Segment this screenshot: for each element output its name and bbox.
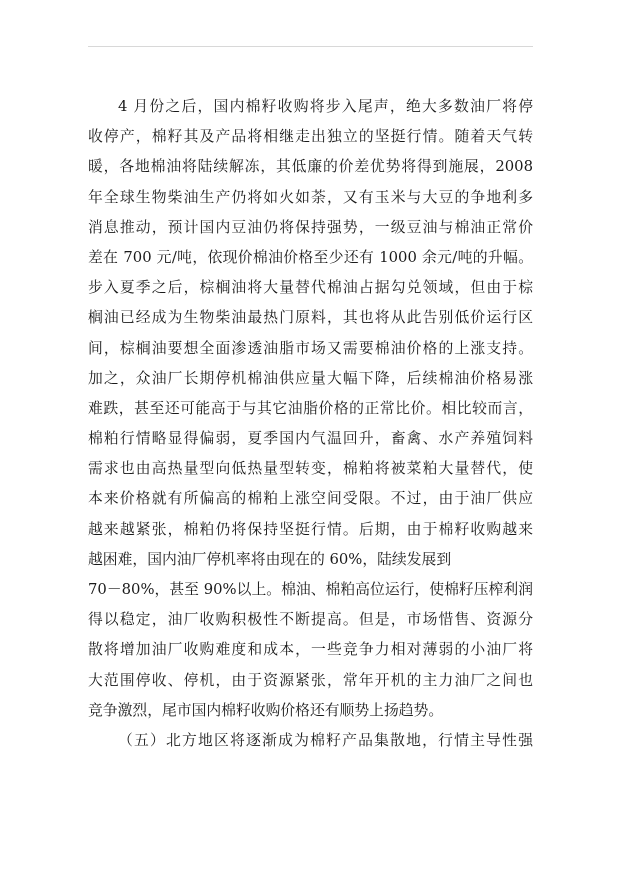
- text-line: 消息推动，预计国内豆油仍将保持强势，一级豆油与棉油正常价: [88, 218, 533, 236]
- text-line: 棉粕行情略显得偏弱，夏季国内气温回升，畜禽、水产养殖饲料: [88, 430, 533, 448]
- text-line: 越困难，国内油厂停机率将由现在的 60%，陆续发展到: [88, 550, 452, 568]
- text-line: 收停产，棉籽其及产品将相继走出独立的坚挺行情。随着天气转: [88, 128, 533, 146]
- text-line: 越来越紧张，棉粕仍将保持坚挺行情。后期，由于棉籽收购越来: [88, 520, 533, 538]
- text-line: 步入夏季之后，棕榈油将大量替代棉油占据勾兑领域，但由于棕: [88, 279, 533, 297]
- text-line: 得以稳定，油厂收购积极性不断提高。但是，市场惜售、资源分: [88, 611, 533, 629]
- text-line: 难跌，甚至还可能高于与其它油脂价格的正常比价。相比较而言，: [88, 399, 533, 417]
- text-line: 需求也由高热量型向低热量型转变，棉粕将被菜粕大量替代，使: [88, 460, 533, 478]
- text-line: 间，棕榈油要想全面渗透油脂市场又需要棉油价格的上涨支持。: [88, 339, 533, 357]
- document-body: [88, 92, 533, 756]
- section-heading: （五）北方地区将逐渐成为棉籽产品集散地，行情主导性强: [118, 731, 533, 749]
- text-line: 年全球生物柴油生产仍将如火如荼，又有玉米与大豆的争地利多: [88, 188, 533, 206]
- text-line: 散将增加油厂收购难度和成本，一些竞争力相对薄弱的小油厂将: [88, 641, 533, 659]
- text-line: 竞争激烈，尾市国内棉籽收购价格还有顺势上扬趋势。: [88, 701, 444, 719]
- text-line: 榈油已经成为生物柴油最热门原料，其也将从此告别低价运行区: [88, 309, 533, 327]
- text-line: 暖，各地棉油将陆续解冻，其低廉的价差优势将得到施展，2008: [88, 158, 533, 176]
- text-line: 加之，众油厂长期停机棉油供应量大幅下降，后续棉油价格易涨: [88, 369, 533, 387]
- text-line: 大范围停收、停机，由于资源紧张，常年开机的主力油厂之间也: [88, 671, 533, 689]
- text-line: 4 月份之后，国内棉籽收购将步入尾声，绝大多数油厂将停: [118, 98, 533, 115]
- text-line: 本来价格就有所偏高的棉粕上涨空间受限。不过，由于油厂供应: [88, 490, 533, 508]
- text-line: 70－80%，甚至 90%以上。棉油、棉粕高位运行，使棉籽压榨利润: [88, 581, 533, 598]
- text-line: 差在 700 元/吨，依现价棉油价格至少还有 1000 余元/吨的升幅。: [88, 248, 533, 266]
- header-rule: [88, 46, 533, 47]
